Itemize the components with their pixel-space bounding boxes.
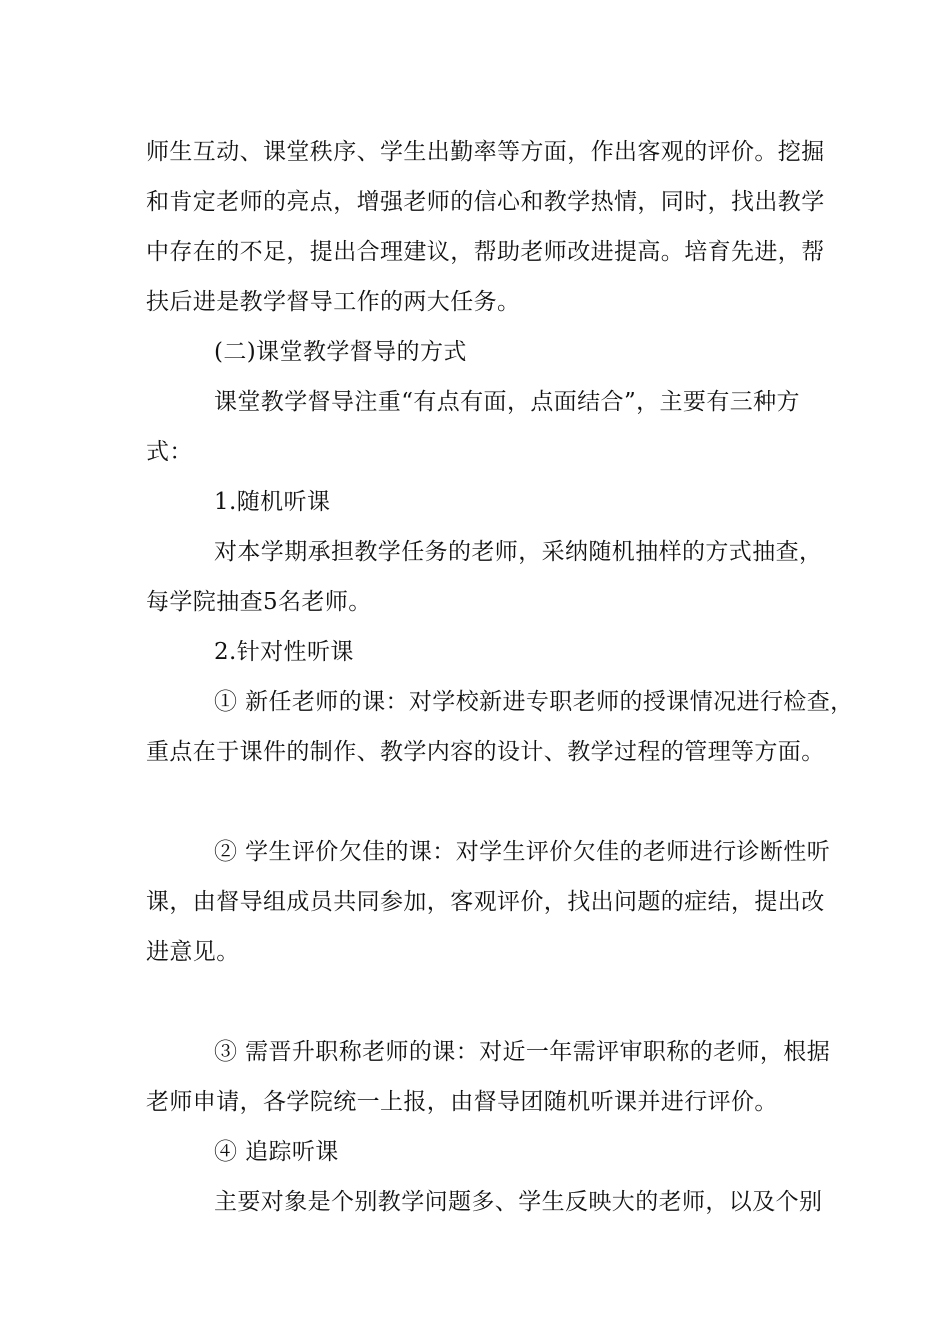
- subsection-heading: 2.针对性听课: [214, 639, 354, 665]
- paragraph-line: 式：: [146, 439, 193, 465]
- paragraph-line: 课堂教学督导注重“有点有面，点面结合”，主要有三种方: [214, 389, 800, 415]
- paragraph-line: 课，由督导组成员共同参加，客观评价，找出问题的症结，提出改: [146, 889, 825, 915]
- list-item-line: ② 学生评价欠佳的课：对学生评价欠佳的老师进行诊断性听: [214, 839, 831, 865]
- list-item-line: ④ 追踪听课: [214, 1139, 339, 1165]
- paragraph-line: 主要对象是个别教学问题多、学生反映大的老师，以及个别: [214, 1189, 823, 1215]
- paragraph-line: 进意见。: [146, 939, 240, 965]
- list-item-line: ① 新任老师的课：对学校新进专职老师的授课情况进行检查，: [214, 689, 854, 715]
- paragraph-line: 和肯定老师的亮点，增强老师的信心和教学热情，同时，找出教学: [146, 189, 825, 215]
- list-item-line: ③ 需晋升职称老师的课：对近一年需评审职称的老师，根据: [214, 1039, 831, 1065]
- paragraph-line: 对本学期承担教学任务的老师，采纳随机抽样的方式抽查，: [214, 539, 823, 565]
- section-heading: (二)课堂教学督导的方式: [214, 339, 467, 365]
- paragraph-line: 扶后进是教学督导工作的两大任务。: [146, 289, 521, 315]
- paragraph-line: 中存在的不足，提出合理建议，帮助老师改进提高。培育先进，帮: [146, 239, 825, 265]
- paragraph-line: 重点在于课件的制作、教学内容的设计、教学过程的管理等方面。: [146, 739, 825, 765]
- paragraph-line: 师生互动、课堂秩序、学生出勤率等方面，作出客观的评价。挖掘: [146, 139, 825, 165]
- paragraph-line: 老师申请，各学院统一上报，由督导团随机听课并进行评价。: [146, 1089, 778, 1115]
- subsection-heading: 1.随机听课: [214, 489, 331, 515]
- paragraph-line: 每学院抽查5名老师。: [146, 589, 372, 615]
